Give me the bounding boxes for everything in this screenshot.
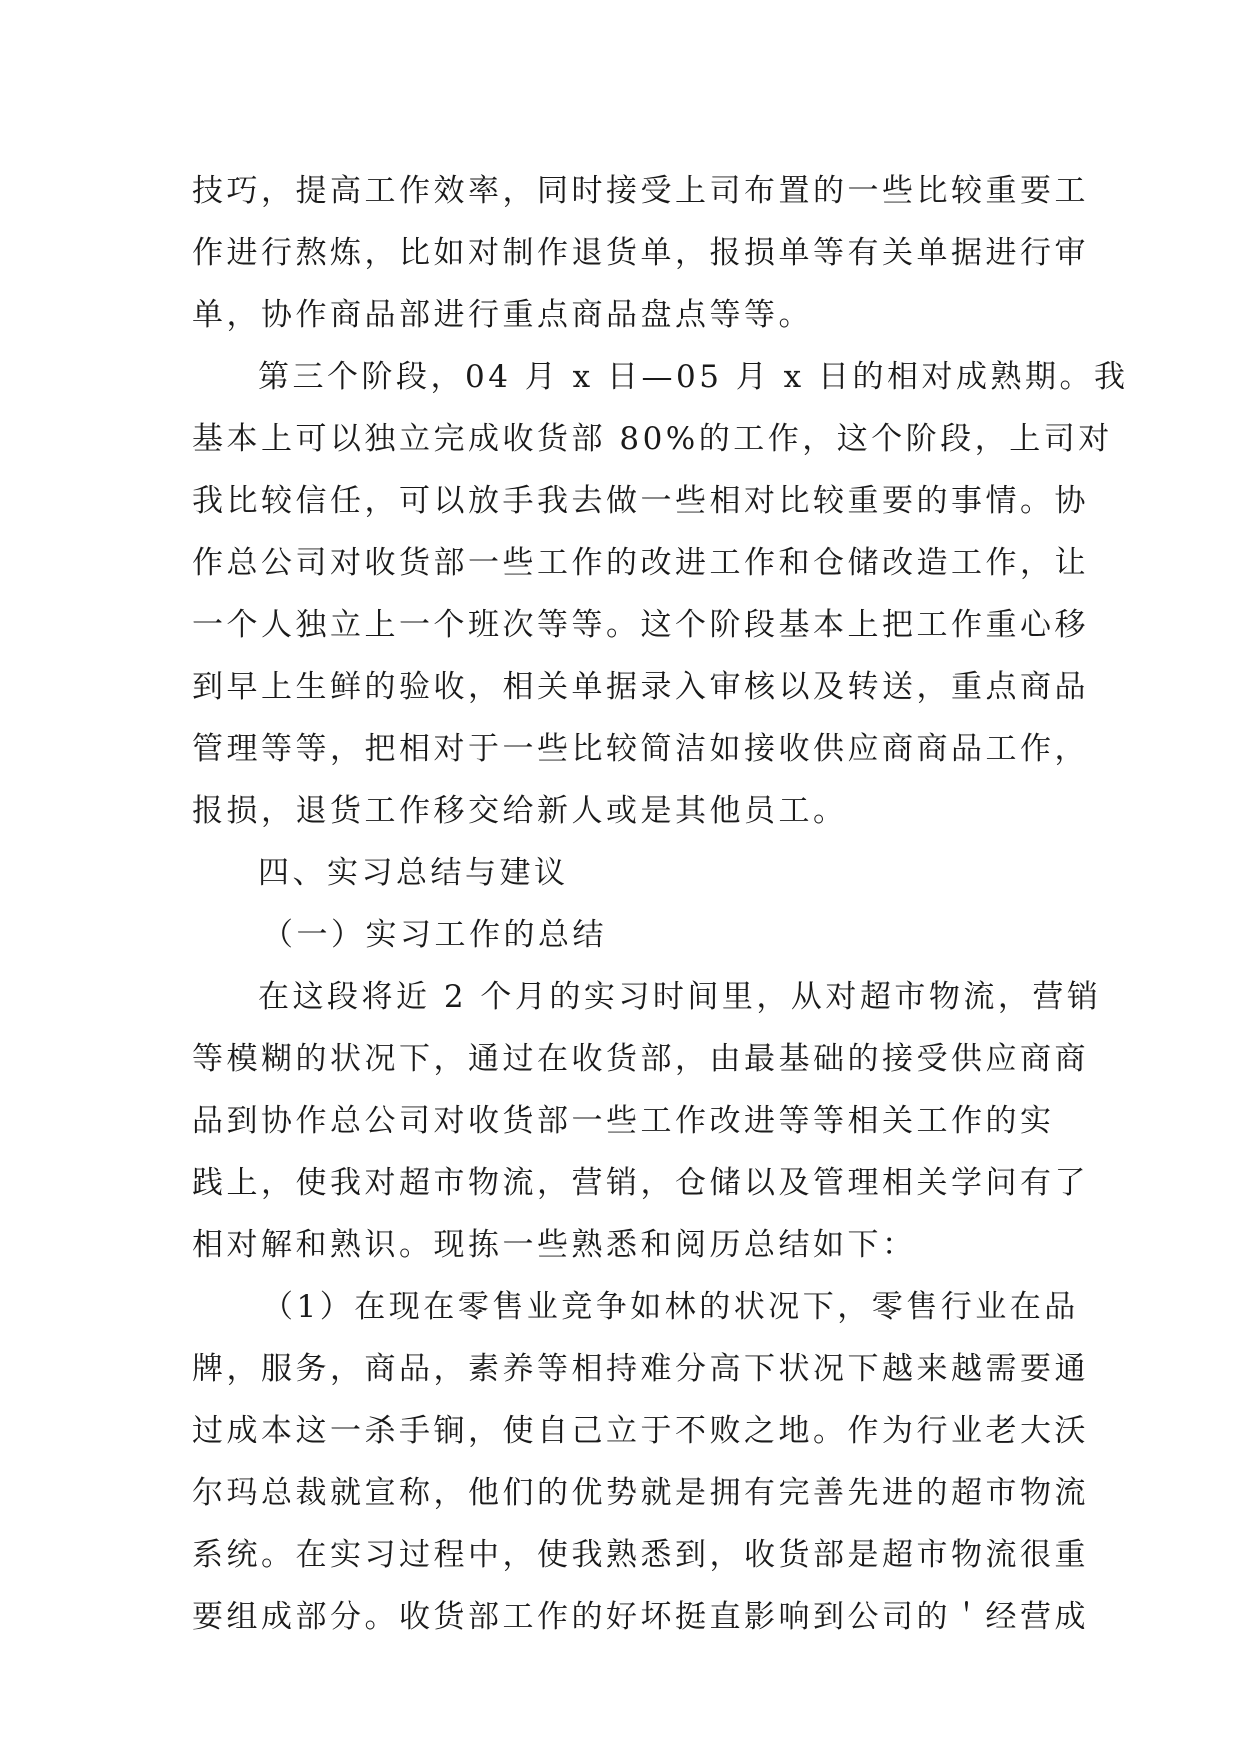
text-line: 报损，退货工作移交给新人或是其他员工。 bbox=[192, 793, 848, 829]
text-line: 作进行熬炼，比如对制作退货单，报损单等有关单据进行审 bbox=[192, 235, 1089, 271]
section-heading: 四、实习总结与建议 bbox=[258, 855, 569, 891]
document-body bbox=[192, 160, 1129, 1648]
text-line: 作总公司对收货部一些工作的改进工作和仓储改造工作，让 bbox=[192, 545, 1089, 581]
text-line: 等模糊的状况下，通过在收货部，由最基础的接受供应商商 bbox=[192, 1041, 1089, 1077]
text-line: 技巧，提高工作效率，同时接受上司布置的一些比较重要工 bbox=[192, 173, 1089, 209]
text-line: 过成本这一杀手锏，使自己立于不败之地。作为行业老大沃 bbox=[192, 1413, 1089, 1449]
text-line: 我比较信任，可以放手我去做一些相对比较重要的事情。协 bbox=[192, 483, 1089, 519]
text-line: 尔玛总裁就宣称，他们的优势就是拥有完善先进的超市物流 bbox=[192, 1475, 1089, 1511]
text-line: 基本上可以独立完成收货部 80%的工作，这个阶段，上司对 bbox=[192, 421, 1113, 457]
text-line: 到早上生鲜的验收，相关单据录入审核以及转送，重点商品 bbox=[192, 669, 1089, 705]
text-line: 系统。在实习过程中，使我熟悉到，收货部是超市物流很重 bbox=[192, 1537, 1089, 1573]
text-line: 相对解和熟识。现拣一些熟悉和阅历总结如下： bbox=[192, 1227, 917, 1263]
text-line: 一个人独立上一个班次等等。这个阶段基本上把工作重心移 bbox=[192, 607, 1089, 643]
text-line: 践上，使我对超市物流，营销，仓储以及管理相关学问有了 bbox=[192, 1165, 1089, 1201]
text-line: 管理等等，把相对于一些比较简洁如接收供应商商品工作， bbox=[192, 731, 1089, 767]
numbered-item-start-line: （1）在现在零售业竞争如林的状况下，零售行业在品 bbox=[262, 1289, 1079, 1325]
paragraph-start-line: 第三个阶段，04 月 x 日—05 月 x 日的相对成熟期。我 bbox=[258, 359, 1129, 395]
subsection-heading: （一）实习工作的总结 bbox=[262, 917, 607, 953]
text-line: 要组成部分。收货部工作的好坏挺直影响到公司的＇经营成 bbox=[192, 1599, 1089, 1635]
paragraph-start-line: 在这段将近 2 个月的实习时间里，从对超市物流，营销 bbox=[258, 979, 1102, 1015]
text-line: 牌，服务，商品，素养等相持难分高下状况下越来越需要通 bbox=[192, 1351, 1089, 1387]
text-line: 品到协作总公司对收货部一些工作改进等等相关工作的实 bbox=[192, 1103, 1055, 1139]
text-line: 单，协作商品部进行重点商品盘点等等。 bbox=[192, 297, 813, 333]
